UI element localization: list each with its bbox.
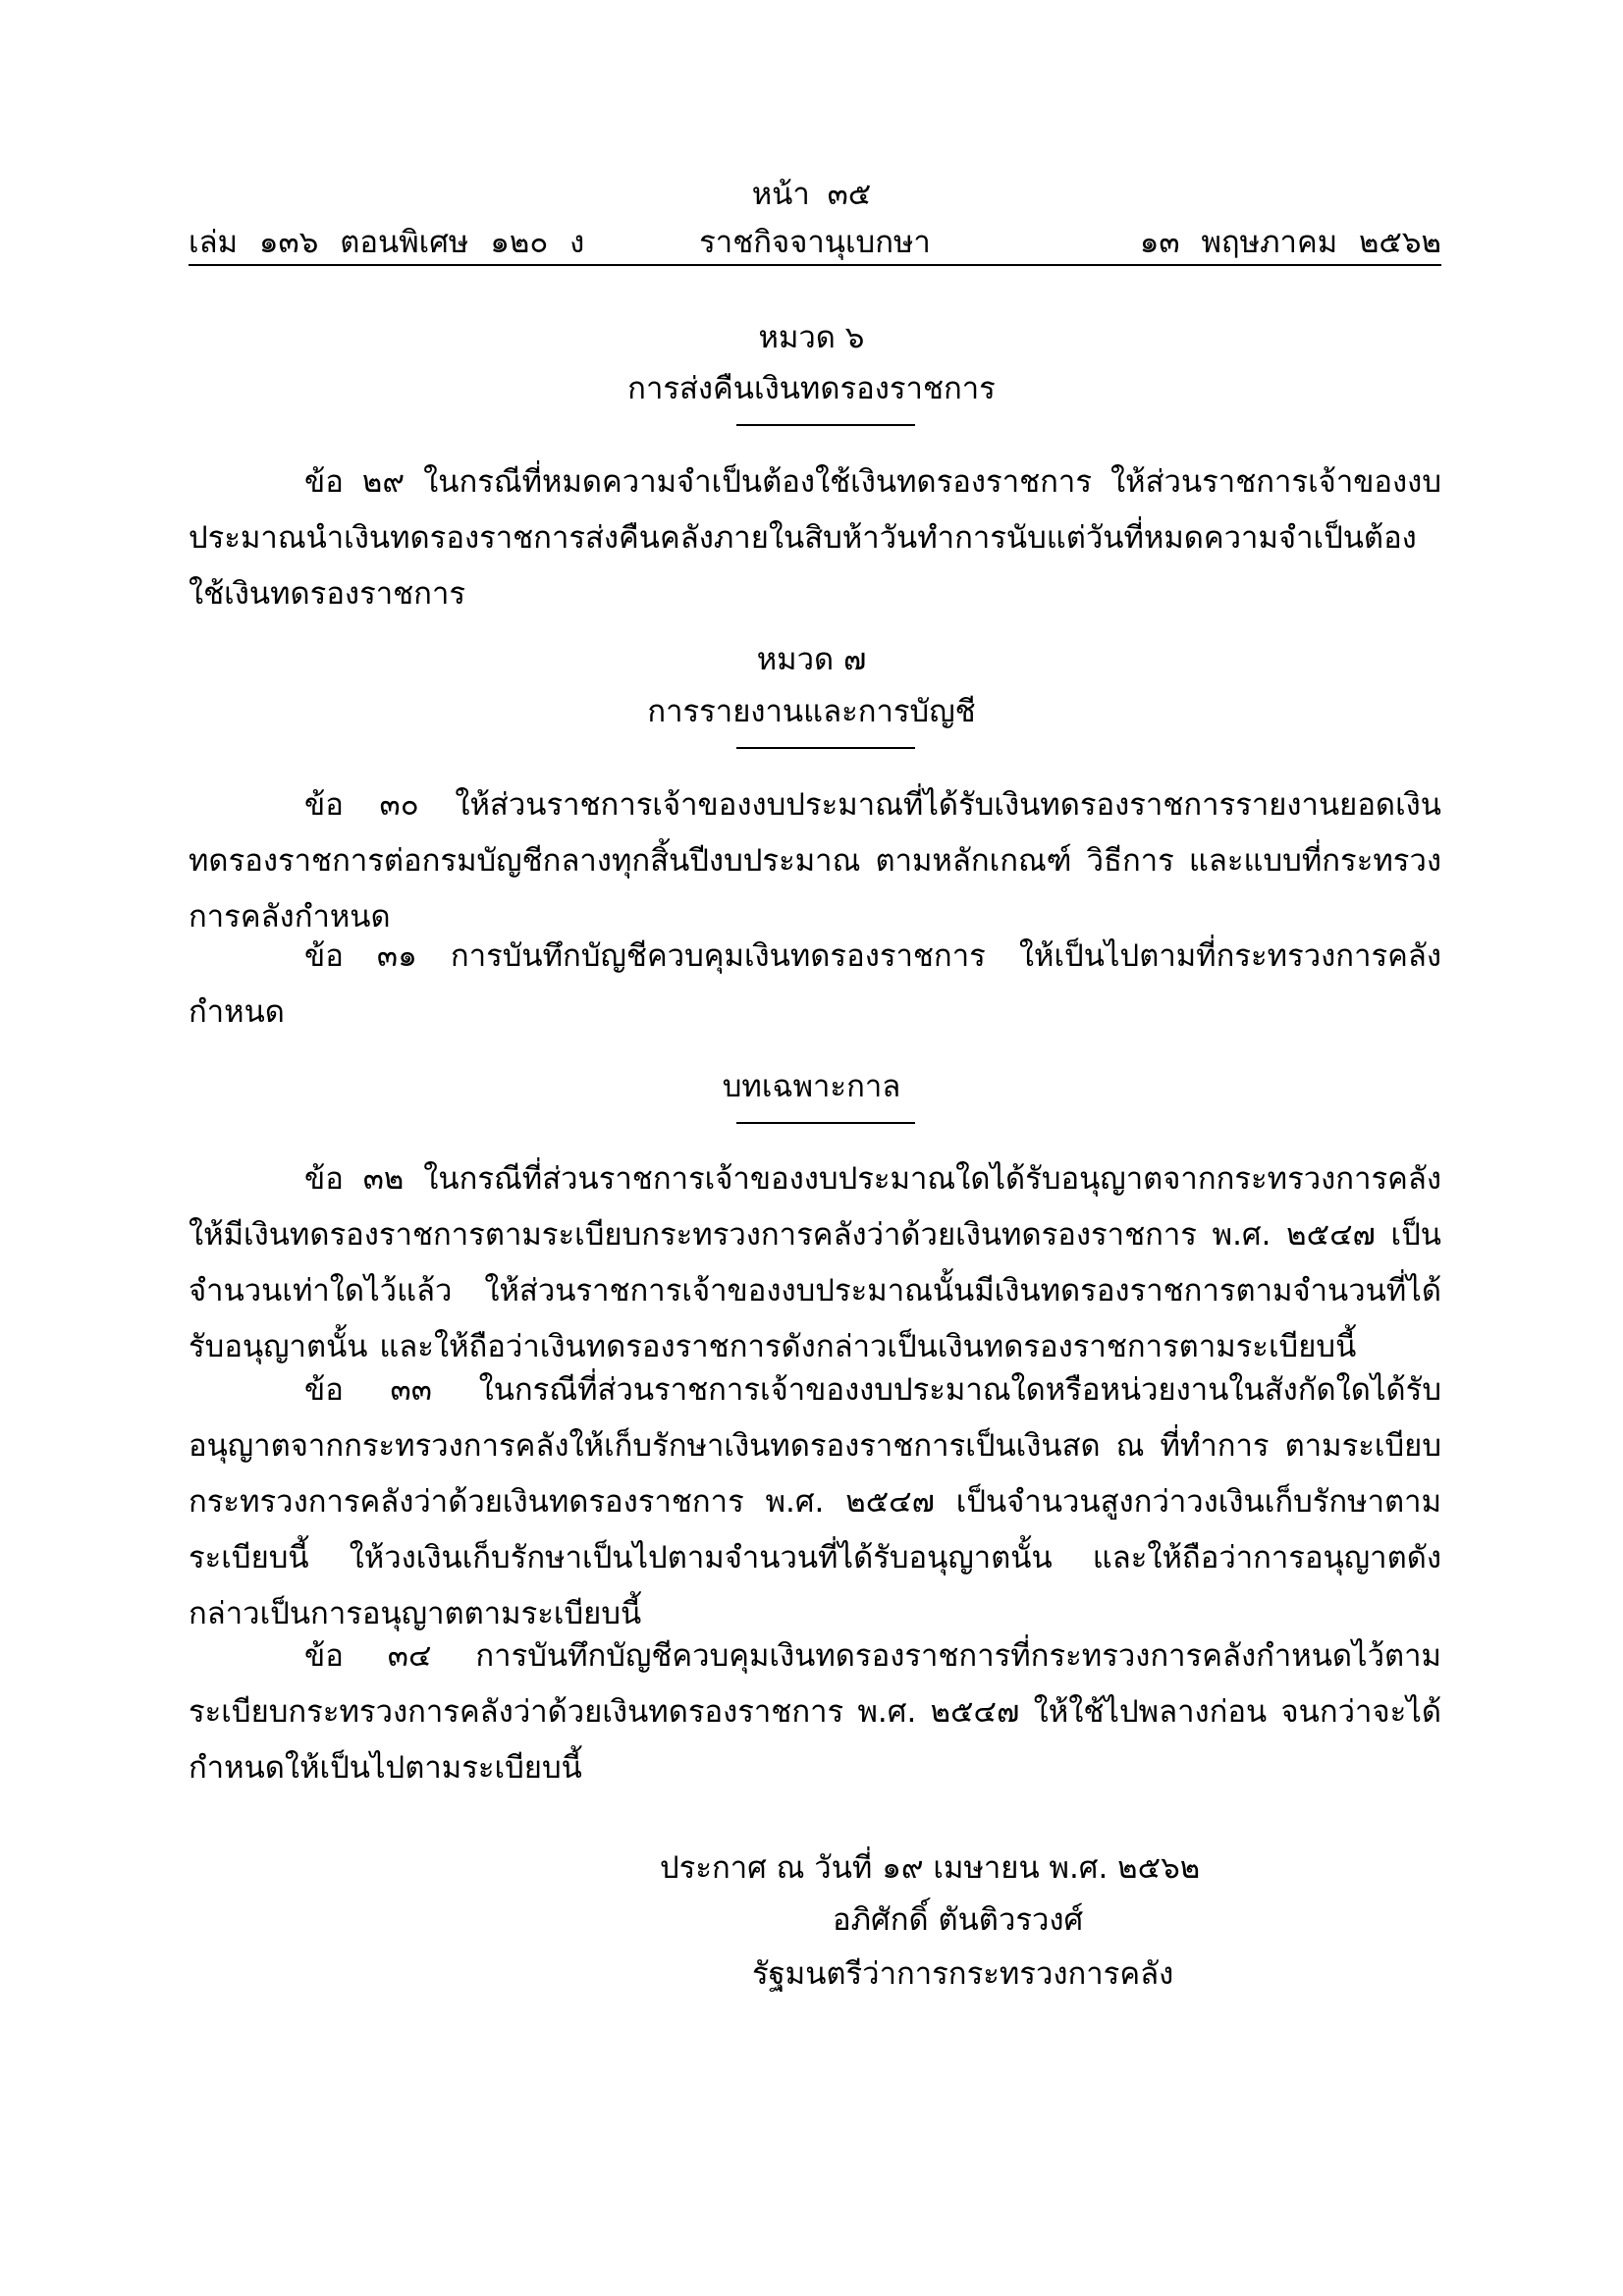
transitional-title: บทเฉพาะกาล [722,1069,901,1104]
header-volume: เล่ม ๑๓๖ ตอนพิเศษ ๑๒๐ ง [189,225,585,260]
header-title: ราชกิจจานุเบกษา [699,225,931,260]
header-rule [189,264,1441,266]
section-divider [736,424,915,426]
clause-33: ข้อ ๓๓ ในกรณีที่ส่วนราชการเจ้าของงบประมาณใดหรือหน่วยงานในสังกัดใดได้รับอนุญาตจากกระทรวงการคลังให้เก็บรักษาเงินทดรองราชการเป็นเงินสด ณ ที่ทำการ ตามระเบียบกระทรวงการคลังว่าด้วยเงินทดรองราชการ พ.ศ. ๒๕๔๗ เป็นจำนวนสูงกว่าวงเงินเก็บรักษาตามระเบียบนี้ ให้วงเงินเก็บรักษาเป็นไปตามจำนวนที่ได้รับอนุญาตนั้น และให้ถือว่าการอนุญาตดังกล่าวเป็นการอนุญาตตามระเบียบนี้ [189,1372,1441,1631]
chapter-7-title: หมวด ๗ [756,642,867,677]
section-divider [736,747,915,749]
clause-32: ข้อ ๓๒ ในกรณีที่ส่วนราชการเจ้าของงบประมาณใดได้รับอนุญาตจากกระทรวงการคลังให้มีเงินทดรองราชการตามระเบียบกระทรวงการคลังว่าด้วยเงินทดรองราชการ พ.ศ. ๒๕๔๗ เป็นจำนวนเท่าใดไว้แล้ว ให้ส่วนราชการเจ้าของงบประมาณนั้นมีเงินทดรองราชการตามจำนวนที่ได้รับอนุญาตนั้น และให้ถือว่าเงินทดรองราชการดังกล่าวเป็นเงินทดรองราชการตามระเบียบนี้ [189,1161,1441,1364]
chapter-6-subtitle: การส่งคืนเงินทดรองราชการ [627,371,996,406]
clause-34: ข้อ ๓๔ การบันทึกบัญชีควบคุมเงินทดรองราชการที่กระทรวงการคลังกำหนดไว้ตามระเบียบกระทรวงการคลังว่าด้วยเงินทดรองราชการ พ.ศ. ๒๕๔๗ ให้ใช้ไปพลางก่อน จนกว่าจะได้กำหนดให้เป็นไปตามระเบียบนี้ [189,1638,1441,1786]
page-number: หน้า ๓๕ [751,177,872,212]
header-date: ๑๓ พฤษภาคม ๒๕๖๒ [1139,225,1441,260]
section-divider [736,1122,915,1124]
chapter-6-title: หมวด ๖ [758,320,865,355]
signatory-name: อภิศักดิ์ ตันติวรวงศ์ [833,1902,1084,1938]
clause-29: ข้อ ๒๙ ในกรณีที่หมดความจำเป็นต้องใช้เงินทดรองราชการ ให้ส่วนราชการเจ้าของงบประมาณนำเงินทดรองราชการส่งคืนคลังภายในสิบห้าวันทำการนับแต่วันที่หมดความจำเป็นต้องใช้เงินทดรองราชการ [189,464,1441,612]
gazette-header [189,217,1441,260]
chapter-7-subtitle: การรายงานและการบัญชี [647,694,976,729]
clause-31: ข้อ ๓๑ การบันทึกบัญชีควบคุมเงินทดรองราชการ ให้เป็นไปตามที่กระทรวงการคลังกำหนด [189,938,1441,1030]
announcement-date: ประกาศ ณ วันที่ ๑๙ เมษายน พ.ศ. ๒๕๖๒ [660,1850,1201,1886]
clause-30: ข้อ ๓๐ ให้ส่วนราชการเจ้าของงบประมาณที่ได้รับเงินทดรองราชการรายงานยอดเงินทดรองราชการต่อกรมบัญชีกลางทุกสิ้นปีงบประมาณ ตามหลักเกณฑ์ วิธีการ และแบบที่กระทรวงการคลังกำหนด [189,787,1441,934]
signatory-position: รัฐมนตรีว่าการกระทรวงการคลัง [752,1956,1174,1992]
